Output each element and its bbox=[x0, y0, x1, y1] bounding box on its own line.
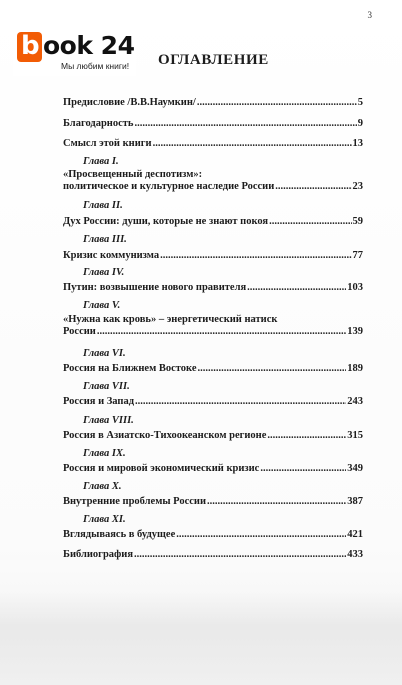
toc-entry-chapter-3 bbox=[63, 250, 363, 262]
toc-entry-chapter-1 bbox=[63, 169, 363, 193]
toc-entry-title: политическое и культурное наследие России bbox=[63, 181, 275, 192]
toc-entry-page: 9 bbox=[357, 118, 363, 129]
toc-entry-title: Россия и мировой экономический кризис bbox=[63, 463, 260, 474]
toc-entry-page: 5 bbox=[357, 97, 363, 108]
toc-entry-page: 421 bbox=[347, 529, 363, 540]
toc-entry-title: Россия и Запад bbox=[63, 396, 135, 407]
toc-entry-page: 315 bbox=[347, 430, 363, 441]
chapter-label: Глава VI. bbox=[83, 348, 126, 359]
toc-entry-title: Россия на Ближнем Востоке bbox=[63, 363, 197, 374]
toc-entry-title: Дух России: души, которые не знают покоя bbox=[63, 216, 269, 227]
dot-leader bbox=[176, 529, 346, 541]
toc-entry-title-line1: «Просвещенный деспотизм»: bbox=[63, 169, 203, 180]
toc-entry-chapter-8 bbox=[63, 430, 363, 442]
logo-wordmark: ook 24 bbox=[43, 31, 135, 60]
dot-leader bbox=[275, 181, 351, 193]
toc-entry-chapter-4 bbox=[63, 282, 363, 294]
toc-entry-title: Вглядываясь в будущее bbox=[63, 529, 176, 540]
chapter-label: Глава VIII. bbox=[83, 415, 134, 426]
dot-leader bbox=[134, 118, 356, 130]
dot-leader bbox=[197, 97, 357, 109]
dot-leader bbox=[197, 363, 346, 375]
page-bottom-shade bbox=[0, 590, 402, 685]
dot-leader bbox=[135, 396, 346, 408]
toc-entry-title-line1: «Нужна как кровь» – энергетический натиск bbox=[63, 314, 278, 325]
toc-entry-title: Смысл этой книги bbox=[63, 138, 152, 149]
toc-entry-title: Внутренние проблемы России bbox=[63, 496, 207, 507]
toc-entry-page: 433 bbox=[347, 549, 363, 560]
toc-entry-bibliography bbox=[63, 549, 363, 561]
toc-entry-title: Россия в Азиатско-Тихоокеанском регионе bbox=[63, 430, 267, 441]
toc-entry-chapter-7 bbox=[63, 396, 363, 408]
book24-logo bbox=[13, 30, 136, 76]
dot-leader bbox=[269, 216, 351, 228]
dot-leader bbox=[153, 138, 352, 150]
dot-leader bbox=[207, 496, 346, 508]
chapter-label: Глава III. bbox=[83, 234, 127, 245]
dot-leader bbox=[247, 282, 346, 294]
chapter-label: Глава X. bbox=[83, 481, 122, 492]
toc-entry-page: 77 bbox=[352, 250, 363, 261]
toc-entry-title: Предисловие /В.В.Наумкин/ bbox=[63, 97, 196, 108]
toc-entry-page: 139 bbox=[347, 326, 363, 337]
dot-leader bbox=[97, 326, 346, 338]
logo-tagline: Мы любим книги! bbox=[61, 61, 130, 71]
page-title: ОГЛАВЛЕНИЕ bbox=[158, 52, 269, 68]
toc-entry-preface bbox=[63, 97, 363, 109]
chapter-label: Глава V. bbox=[83, 300, 121, 311]
toc-entry-page: 349 bbox=[347, 463, 363, 474]
toc-entry-title: Кризис коммунизма bbox=[63, 250, 160, 261]
toc-entry-chapter-10 bbox=[63, 496, 363, 508]
dot-leader bbox=[260, 463, 346, 475]
toc-entry-meaning bbox=[63, 138, 363, 150]
toc-entry-title: Библиография bbox=[63, 549, 134, 560]
chapter-label: Глава IV. bbox=[83, 267, 125, 278]
toc-entry-title: России bbox=[63, 326, 96, 337]
chapter-label: Глава IX. bbox=[83, 448, 126, 459]
toc-entry-page: 23 bbox=[352, 181, 363, 192]
toc-entry-chapter-9 bbox=[63, 463, 363, 475]
toc-entry-title: Путин: возвышение нового правителя bbox=[63, 282, 247, 293]
toc-entry-title: Благодарность bbox=[63, 118, 134, 129]
chapter-label: Глава II. bbox=[83, 200, 123, 211]
toc-entry-page: 59 bbox=[352, 216, 363, 227]
toc-entry-chapter-6 bbox=[63, 363, 363, 375]
dot-leader bbox=[267, 430, 346, 442]
toc-entry-chapter-5 bbox=[63, 314, 363, 338]
logo-letter-block bbox=[17, 32, 42, 62]
chapter-label: Глава VII. bbox=[83, 381, 130, 392]
toc-entry-chapter-11 bbox=[63, 529, 363, 541]
dot-leader bbox=[160, 250, 351, 262]
toc-entry-chapter-2 bbox=[63, 216, 363, 228]
chapter-label: Глава XI. bbox=[83, 514, 126, 525]
toc-entry-page: 243 bbox=[347, 396, 363, 407]
logo-letter: b bbox=[21, 31, 40, 61]
toc-entry-page: 387 bbox=[347, 496, 363, 507]
toc-entry-page: 103 bbox=[347, 282, 363, 293]
dot-leader bbox=[134, 549, 346, 561]
toc-entry-acknowledgements bbox=[63, 118, 363, 130]
page-number: 3 bbox=[367, 10, 372, 20]
chapter-label: Глава I. bbox=[83, 156, 119, 167]
toc-entry-page: 189 bbox=[347, 363, 363, 374]
toc-entry-page: 13 bbox=[352, 138, 363, 149]
